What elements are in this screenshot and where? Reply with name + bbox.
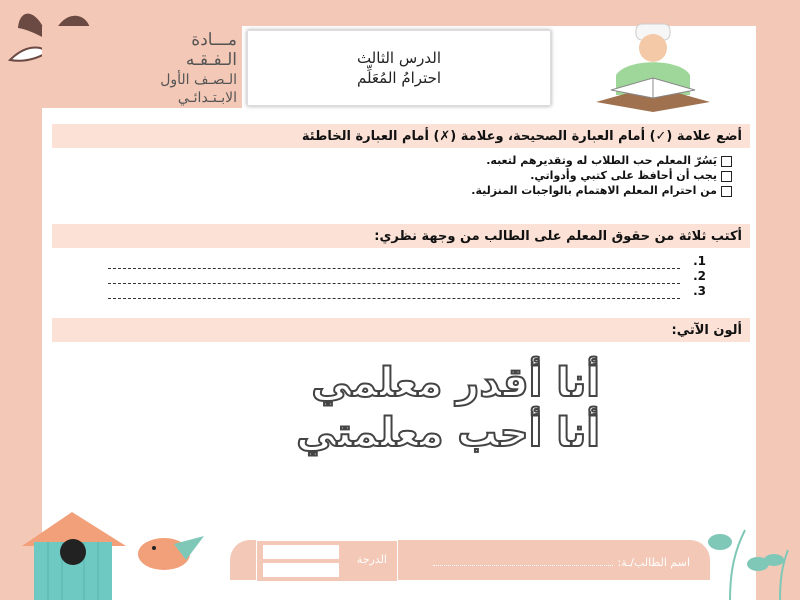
statement-1: يَسُرّ المعلم حب الطلاب له وتقديرهم لتعبه. [486, 154, 732, 167]
school-stage: الابـتـدائـي [177, 90, 237, 106]
student-name-line[interactable] [433, 565, 613, 566]
section2-instruction: أكتب ثلاثة من حقوق المعلم على الطالب من وجهة نظري: [52, 224, 750, 248]
coloring-phrase-1[interactable]: أنا أقدر معلمي [311, 360, 600, 406]
coloring-phrase-2[interactable]: أنا أحب معلمتي [296, 410, 600, 456]
student-name-label: اسم الطالب/ـة: [617, 556, 690, 569]
lesson-title-box [247, 30, 551, 106]
lesson-number: الدرس الثالث [356, 49, 442, 67]
grade-box [256, 540, 398, 582]
grade-label: الدرجة [356, 553, 387, 566]
subject-box [42, 26, 242, 108]
statement-3: من احترام المعلم الاهتمام بالواجبات المنزلية. [471, 184, 732, 197]
answer-line-2[interactable]: 2. [108, 271, 680, 284]
statement-2: يجب أن أحافظ على كتبي وأدواتي. [530, 169, 732, 182]
statement-checkbox[interactable] [721, 171, 732, 182]
subject-name: الـفـقـه [185, 50, 237, 70]
lesson-title: احترامُ المُعَلِّم [356, 69, 442, 87]
subject-title: مـــادة [191, 30, 237, 50]
boy-reading-illustration [576, 20, 726, 115]
statement-checkbox[interactable] [721, 186, 732, 197]
student-name-field[interactable] [400, 556, 690, 569]
section3-instruction: ألون الآتي: [52, 318, 750, 342]
statement-checkbox[interactable] [721, 156, 732, 167]
grade-cell-bottom[interactable] [263, 563, 339, 577]
answer-line-3[interactable]: 3. [108, 286, 680, 299]
section1-instruction: أضع علامة (✓) أمام العبارة الصحيحة، وعلامة (✗) أمام العبارة الخاطئة [52, 124, 750, 148]
answer-line-1[interactable]: 1. [108, 256, 680, 269]
grade-level: الـصـف الأول [160, 72, 237, 88]
grade-cell-top[interactable] [263, 545, 339, 559]
birdhouse-illustration [14, 508, 214, 600]
